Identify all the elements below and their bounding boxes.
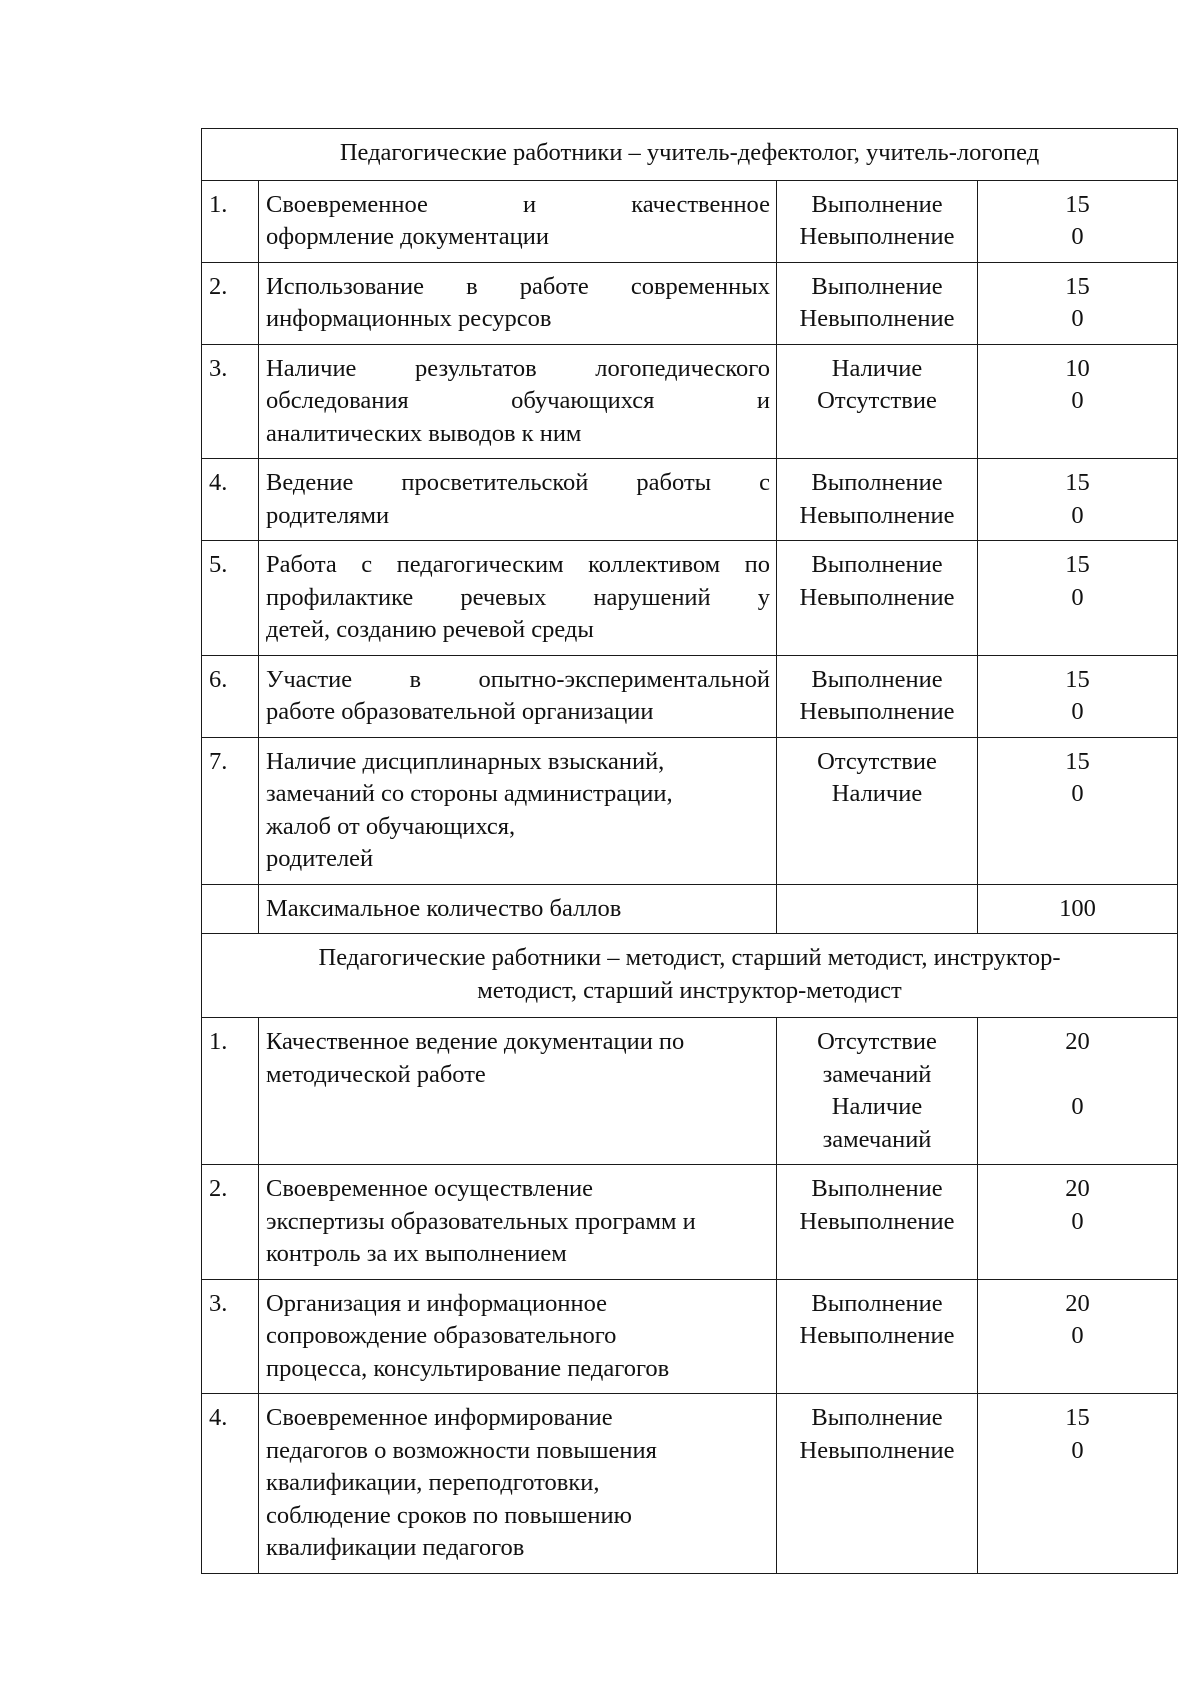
row-number: 4.: [202, 459, 259, 541]
section-title: Педагогические работники – учитель-дефектолог, учитель-логопед: [202, 129, 1178, 181]
criterion-cell: Организация и информационное сопровождение образовательного процесса, консультирование педагогов: [259, 1279, 777, 1394]
criterion-cell: Своевременное осуществление экспертизы образовательных программ и контроль за их выполнением: [259, 1165, 777, 1280]
criterion-cell: Наличие дисциплинарных взысканий, замечаний со стороны администрации, жалоб от обучающихся, родителей: [259, 737, 777, 884]
table-row: [202, 262, 1178, 344]
row-number: 7.: [202, 737, 259, 884]
condition-cell: Выполнение Невыполнение: [777, 1165, 978, 1280]
row-number: 1.: [202, 1018, 259, 1165]
condition-cell: Выполнение Невыполнение: [777, 180, 978, 262]
row-number: 5.: [202, 541, 259, 656]
criterion-cell: Участие в опытно-экспериментальной работе образовательной организации: [259, 655, 777, 737]
row-number: 2.: [202, 1165, 259, 1280]
condition-cell: Отсутствие Наличие: [777, 737, 978, 884]
row-number: 4.: [202, 1394, 259, 1574]
total-row: [202, 884, 1178, 934]
condition-cell: Выполнение Невыполнение: [777, 655, 978, 737]
table-row: [202, 541, 1178, 656]
score-cell: 15 0: [978, 1394, 1178, 1574]
table-row: [202, 1279, 1178, 1394]
score-cell: 20 0: [978, 1018, 1178, 1165]
score-cell: 15 0: [978, 459, 1178, 541]
total-score: 100: [978, 884, 1178, 934]
criterion-cell: Своевременное информирование педагогов о возможности повышения квалификации, переподготовки, соблюдение сроков по повышению квалификации педагогов: [259, 1394, 777, 1574]
criterion-cell: Наличие результатов логопедического обследования обучающихся и аналитических выводов к ним: [259, 344, 777, 459]
criterion-cell: Своевременное и качественное оформление документации: [259, 180, 777, 262]
table-row: [202, 737, 1178, 884]
table-row: [202, 1165, 1178, 1280]
score-cell: 10 0: [978, 344, 1178, 459]
score-cell: 20 0: [978, 1165, 1178, 1280]
condition-cell: Выполнение Невыполнение: [777, 1394, 978, 1574]
table-row: [202, 459, 1178, 541]
row-number: 2.: [202, 262, 259, 344]
criteria-table: [201, 128, 1178, 1574]
row-number-empty: [202, 884, 259, 934]
condition-cell: Выполнение Невыполнение: [777, 1279, 978, 1394]
section-header: [202, 129, 1178, 181]
condition-cell-empty: [777, 884, 978, 934]
score-cell: 15 0: [978, 180, 1178, 262]
condition-cell: Выполнение Невыполнение: [777, 262, 978, 344]
section-title: Педагогические работники – методист, старший методист, инструктор- методист, старший инструктор-методист: [202, 934, 1178, 1018]
table-row: [202, 344, 1178, 459]
score-cell: 15 0: [978, 655, 1178, 737]
criterion-cell: Качественное ведение документации по методической работе: [259, 1018, 777, 1165]
criterion-cell: Использование в работе современных информационных ресурсов: [259, 262, 777, 344]
row-number: 1.: [202, 180, 259, 262]
condition-cell: Выполнение Невыполнение: [777, 459, 978, 541]
section-header: [202, 934, 1178, 1018]
condition-cell: Отсутствие замечаний Наличие замечаний: [777, 1018, 978, 1165]
score-cell: 15 0: [978, 541, 1178, 656]
criterion-cell: Ведение просветительской работы с родителями: [259, 459, 777, 541]
condition-cell: Наличие Отсутствие: [777, 344, 978, 459]
row-number: 6.: [202, 655, 259, 737]
table-row: [202, 655, 1178, 737]
score-cell: 15 0: [978, 262, 1178, 344]
criterion-cell: Работа с педагогическим коллективом по профилактике речевых нарушений у детей, созданию речевой среды: [259, 541, 777, 656]
row-number: 3.: [202, 1279, 259, 1394]
table-row: [202, 1394, 1178, 1574]
condition-cell: Выполнение Невыполнение: [777, 541, 978, 656]
table-row: [202, 180, 1178, 262]
total-label: Максимальное количество баллов: [259, 884, 777, 934]
row-number: 3.: [202, 344, 259, 459]
score-cell: 15 0: [978, 737, 1178, 884]
score-cell: 20 0: [978, 1279, 1178, 1394]
table-row: [202, 1018, 1178, 1165]
